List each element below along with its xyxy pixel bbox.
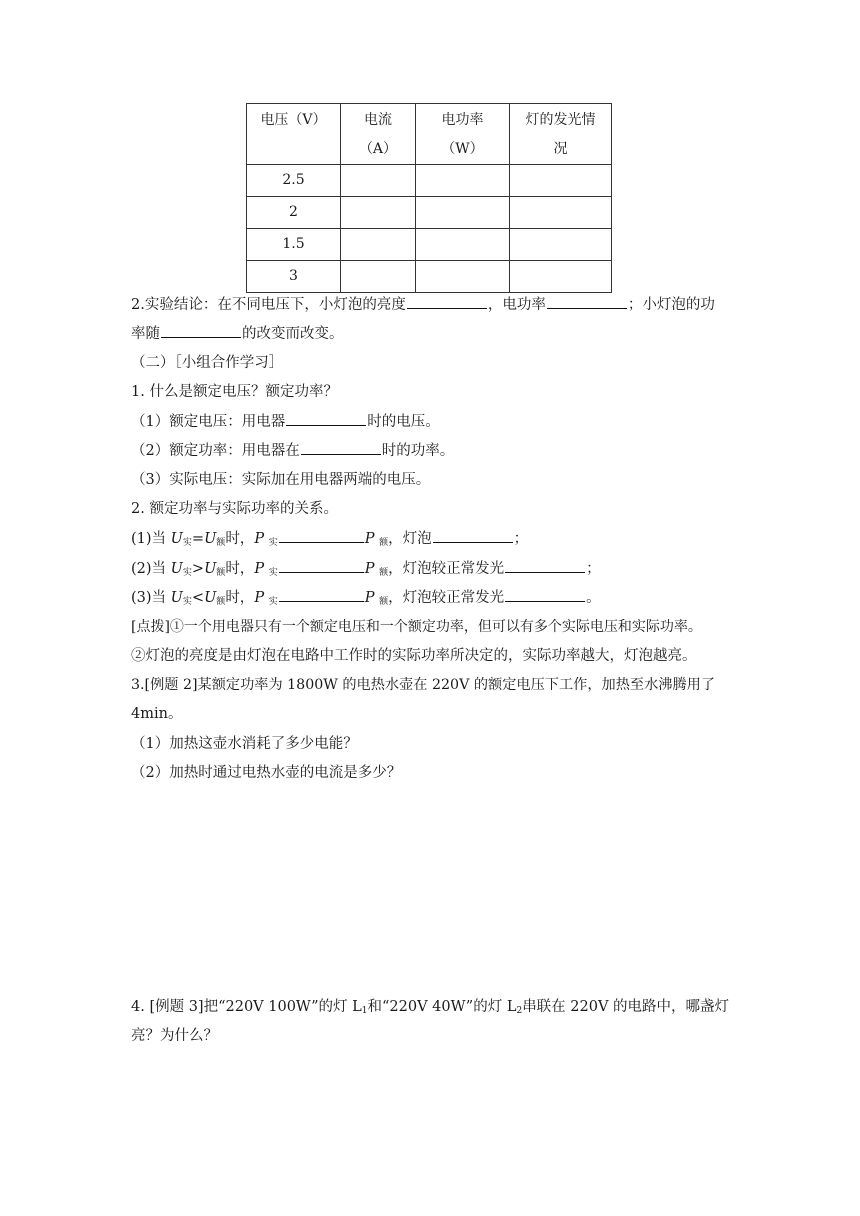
subscript: 额 — [216, 597, 226, 607]
cell-voltage: 2.5 — [247, 165, 341, 197]
section-title: （二）［小组合作学习］ — [131, 355, 284, 371]
question-text: 和“220V 40W”的灯 L — [367, 999, 517, 1015]
header-brightness-line2: 况 — [553, 141, 568, 157]
cell-power-blank[interactable] — [416, 261, 510, 293]
symbol-u: U — [204, 590, 217, 606]
cell-power-blank[interactable] — [416, 165, 510, 197]
conclusion-text: 的改变而改变。 — [242, 326, 344, 342]
relation-case-1 — [131, 528, 528, 553]
question-1-title: 1. 什么是额定电压？额定功率？ — [131, 384, 338, 400]
header-voltage-text: 电压（V） — [260, 112, 327, 128]
cell-current-blank[interactable] — [341, 261, 416, 293]
symbol-p: P — [254, 590, 265, 606]
question-3-line-1: 3.[例题 2]某额定功率为 1800W 的电热水壶在 220V 的额定电压下工作，加热至水沸腾用了 — [131, 677, 716, 693]
subscript: 实 — [182, 538, 192, 548]
header-power-line1: 电功率 — [441, 112, 484, 128]
subscript: 实 — [268, 568, 278, 578]
symbol-p: P — [364, 531, 375, 547]
cell-power-blank[interactable] — [416, 197, 510, 229]
symbol-u: U — [170, 590, 183, 606]
change-blank[interactable] — [161, 323, 241, 338]
symbol-u: U — [204, 561, 217, 577]
answer-text: 时的电压。 — [367, 414, 440, 430]
case-text: (2)当 — [131, 561, 171, 577]
table-row — [247, 229, 612, 261]
subscript: 实 — [268, 538, 278, 548]
relation-case-2 — [131, 558, 601, 583]
header-voltage — [247, 104, 341, 165]
tip-line-2: ②灯泡的亮度是由灯泡在电路中工作时的实际功率所决定的，实际功率越大，灯泡越亮。 — [131, 648, 697, 664]
header-power-line2: （W） — [441, 141, 484, 157]
question-2-title: 2. 额定功率与实际功率的关系。 — [131, 501, 338, 517]
answer-text: （2）额定功率：用电器在 — [131, 443, 300, 459]
header-current-line1: 电流 — [364, 112, 392, 128]
cell-current-blank[interactable] — [341, 197, 416, 229]
symbol-p: P — [254, 561, 265, 577]
case-text: (1)当 — [131, 531, 171, 547]
symbol-p: P — [364, 561, 375, 577]
case-text: 时， — [225, 531, 255, 547]
operator: > — [191, 561, 205, 577]
symbol-p: P — [364, 590, 375, 606]
question-text: 串联在 220V 的电路中，哪盏灯 — [522, 999, 730, 1015]
subscript: 实 — [182, 568, 192, 578]
experiment-table — [246, 103, 612, 293]
cell-brightness-blank[interactable] — [510, 229, 612, 261]
subscript: 1 — [361, 1006, 368, 1016]
cell-brightness-blank[interactable] — [510, 197, 612, 229]
question-1-answer-1 — [131, 411, 440, 432]
conclusion-line-1 — [131, 294, 715, 315]
header-current — [341, 104, 416, 165]
answer-text: 时的功率。 — [381, 443, 455, 459]
case-text: ，灯泡 — [388, 531, 432, 547]
cell-brightness-blank[interactable] — [510, 165, 612, 197]
case-text: (3)当 — [131, 590, 171, 606]
comparison-blank[interactable] — [279, 587, 364, 602]
cell-voltage: 1.5 — [247, 229, 341, 261]
cell-power-blank[interactable] — [416, 229, 510, 261]
cell-brightness-blank[interactable] — [510, 261, 612, 293]
question-1-answer-2 — [131, 440, 454, 461]
question-3-sub-2: （2）加热时通过电热水壶的电流是多少？ — [131, 765, 402, 781]
rated-voltage-blank[interactable] — [286, 411, 366, 426]
question-4-line-2: 亮？为什么？ — [131, 1028, 218, 1044]
symbol-u: U — [170, 561, 183, 577]
bulb-state-blank[interactable] — [505, 587, 585, 602]
cell-voltage: 2 — [247, 197, 341, 229]
table-row — [247, 197, 612, 229]
subscript: 实 — [182, 597, 192, 607]
brightness-blank[interactable] — [407, 294, 487, 309]
symbol-p: P — [254, 531, 265, 547]
subscript: 额 — [379, 538, 389, 548]
operator: = — [191, 531, 205, 547]
table-row — [247, 261, 612, 293]
question-4-line-1 — [131, 997, 729, 1021]
case-text: ； — [586, 561, 601, 577]
subscript: 额 — [216, 538, 226, 548]
subscript: 额 — [216, 568, 226, 578]
comparison-blank[interactable] — [279, 558, 364, 573]
conclusion-text: ；小灯泡的功 — [627, 297, 715, 313]
power-blank[interactable] — [547, 294, 627, 309]
question-3-line-2: 4min。 — [131, 706, 183, 722]
case-text: ，灯泡较正常发光 — [388, 561, 505, 577]
subscript: 实 — [268, 597, 278, 607]
comparison-blank[interactable] — [279, 528, 364, 543]
case-text: 。 — [586, 590, 601, 606]
rated-power-blank[interactable] — [301, 440, 381, 455]
table-row — [247, 165, 612, 197]
relation-case-3 — [131, 587, 601, 612]
question-3-sub-1: （1）加热这壶水消耗了多少电能？ — [131, 736, 358, 752]
tip-line-1: [点拨]①一个用电器只有一个额定电压和一个额定功率，但可以有多个实际电压和实际功率。 — [131, 619, 702, 635]
cell-current-blank[interactable] — [341, 165, 416, 197]
symbol-u: U — [170, 531, 183, 547]
bulb-state-blank[interactable] — [433, 528, 513, 543]
cell-voltage: 3 — [247, 261, 341, 293]
case-text: ，灯泡较正常发光 — [388, 590, 505, 606]
question-1-answer-3: （3）实际电压：实际加在用电器两端的电压。 — [131, 472, 431, 488]
answer-text: （1）额定电压：用电器 — [131, 414, 286, 430]
table-header-row — [247, 104, 612, 165]
header-current-line2: （A） — [358, 141, 398, 157]
header-power — [416, 104, 510, 165]
case-text: 时， — [225, 561, 255, 577]
question-text: 4. [例题 3]把“220V 100W”的灯 L — [131, 999, 362, 1015]
case-text: ； — [513, 531, 529, 547]
conclusion-line-2 — [131, 323, 344, 344]
conclusion-text: 2.实验结论：在不同电压下，小灯泡的亮度 — [131, 297, 406, 313]
conclusion-text: 率随 — [131, 326, 160, 342]
header-brightness — [510, 104, 612, 165]
cell-current-blank[interactable] — [341, 229, 416, 261]
header-brightness-line1: 灯的发光情 — [525, 112, 596, 128]
subscript: 2 — [516, 1006, 523, 1016]
bulb-state-blank[interactable] — [505, 558, 585, 573]
case-text: 时， — [225, 590, 255, 606]
operator: < — [191, 590, 205, 606]
conclusion-text: ，电功率 — [487, 297, 546, 313]
subscript: 额 — [379, 597, 389, 607]
symbol-u: U — [204, 531, 217, 547]
subscript: 额 — [379, 568, 389, 578]
